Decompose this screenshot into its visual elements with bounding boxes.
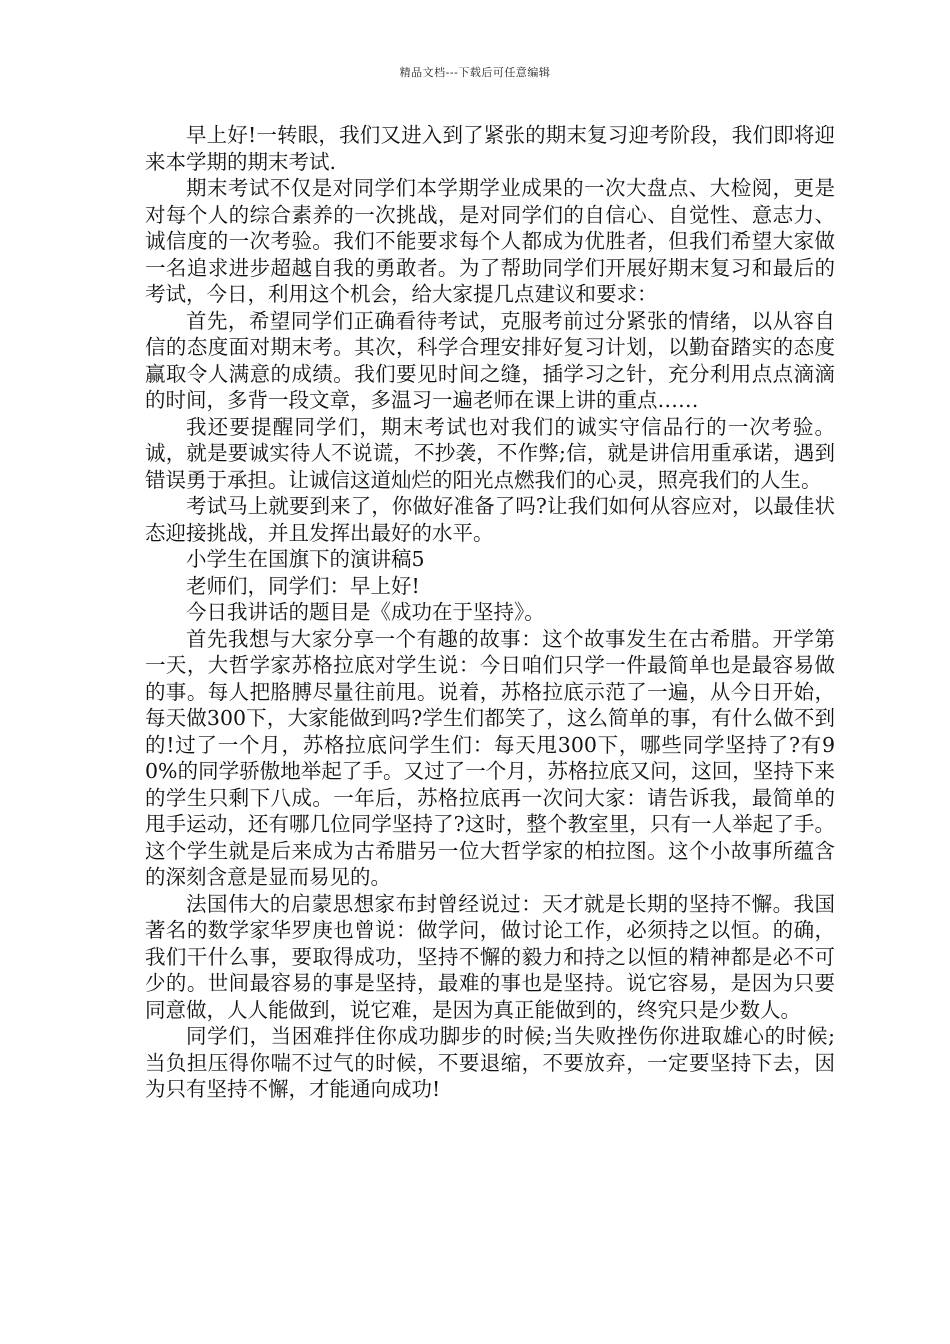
speech-title: 小学生在国旗下的演讲稿5 [186,547,425,571]
paragraph-greeting: 早上好!一转眼，我们又进入到了紧张的期末复习迎考阶段，我们即将迎来本学期的期末考试. [145,123,835,174]
paragraph-exam-advice: 首先，希望同学们正确看待考试，克服考前过分紧张的情绪，以从容自信的态度面对期末考。其次，科学合理安排好复习计划，以勤奋踏实的态度赢取令人满意的成绩。我们要见时间之缝，插学习之针，充分利用点点滴滴的时间，多背一段文章，多温习一遍老师在课上讲的重点…… [145,308,835,412]
paragraph-persistence-quotes: 法国伟大的启蒙思想家布封曾经说过：天才就是长期的坚持不懈。我国著名的数学家华罗庚也曾说：做学问，做讨论工作，必须持之以恒。的确，我们干什么事，要取得成功，坚持不懈的毅力和持之以恒的精神都是必不可少的。世间最容易的事是坚持，最难的事也是坚持。说它容易，是因为只要同意做，人人能做到，说它难，是因为真正能做到的，终究只是少数人。 [145,891,835,1022]
page-header: 精品文档---下载后可任意编辑 [399,66,551,79]
paragraph-exam-closing: 考试马上就要到来了，你做好准备了吗?让我们如何从容应对，以最佳状态迎接挑战，并且发挥出最好的水平。 [145,494,835,545]
paragraph-topic: 今日我讲话的题目是《成功在于坚持》。 [186,600,545,624]
paragraph-exam-significance: 期末考试不仅是对同学们本学期学业成果的一次大盘点、大检阅，更是对每个人的综合素养的一次挑战，是对同学们的自信心、自觉性、意志力、诚信度的一次考验。我们不能要求每个人都成为优胜者，但我们希望大家做一名追求进步超越自我的勇敢者。为了帮助同学们开展好期末复习和最后的考试，今日，利用这个机会，给大家提几点建议和要求： [145,176,835,306]
document-body [145,122,835,1103]
paragraph-conclusion: 同学们，当困难拌住你成功脚步的时候;当失败挫伤你进取雄心的时候;当负担压得你喘不过气的时候，不要退缩，不要放弃，一定要坚持下去，因为只有坚持不懈，才能通向成功! [145,1024,835,1101]
paragraph-socrates-story: 首先我想与大家分享一个有趣的故事：这个故事发生在古希腊。开学第一天，大哲学家苏格拉底对学生说：今日咱们只学一件最简单也是最容易做的事。每人把胳膊尽量往前甩。说着，苏格拉底示范了一遍，从今日开始，每天做300下，大家能做到吗?学生们都笑了，这么简单的事，有什么做不到的!过了一个月，苏格拉底问学生们：每天甩300下，哪些同学坚持了?有90%的同学骄傲地举起了手。又过了一个月，苏格拉底又问，这回，坚持下来的学生只剩下八成。一年后，苏格拉底再一次问大家：请告诉我，最简单的甩手运动，还有哪几位同学坚持了?这时，整个教室里，只有一人举起了手。这个学生就是后来成为古希腊另一位大哲学家的柏拉图。这个小故事所蕴含的深刻含意是显而易见的。 [145,626,835,889]
paragraph-honesty: 我还要提醒同学们，期末考试也对我们的诚实守信品行的一次考验。诚，就是要诚实待人不说谎，不抄袭，不作弊;信，就是讲信用重承诺，遇到错误勇于承担。让诚信这道灿烂的阳光点燃我们的心灵，照亮我们的人生。 [145,414,835,492]
paragraph-salutation: 老师们，同学们：早上好! [186,573,420,598]
